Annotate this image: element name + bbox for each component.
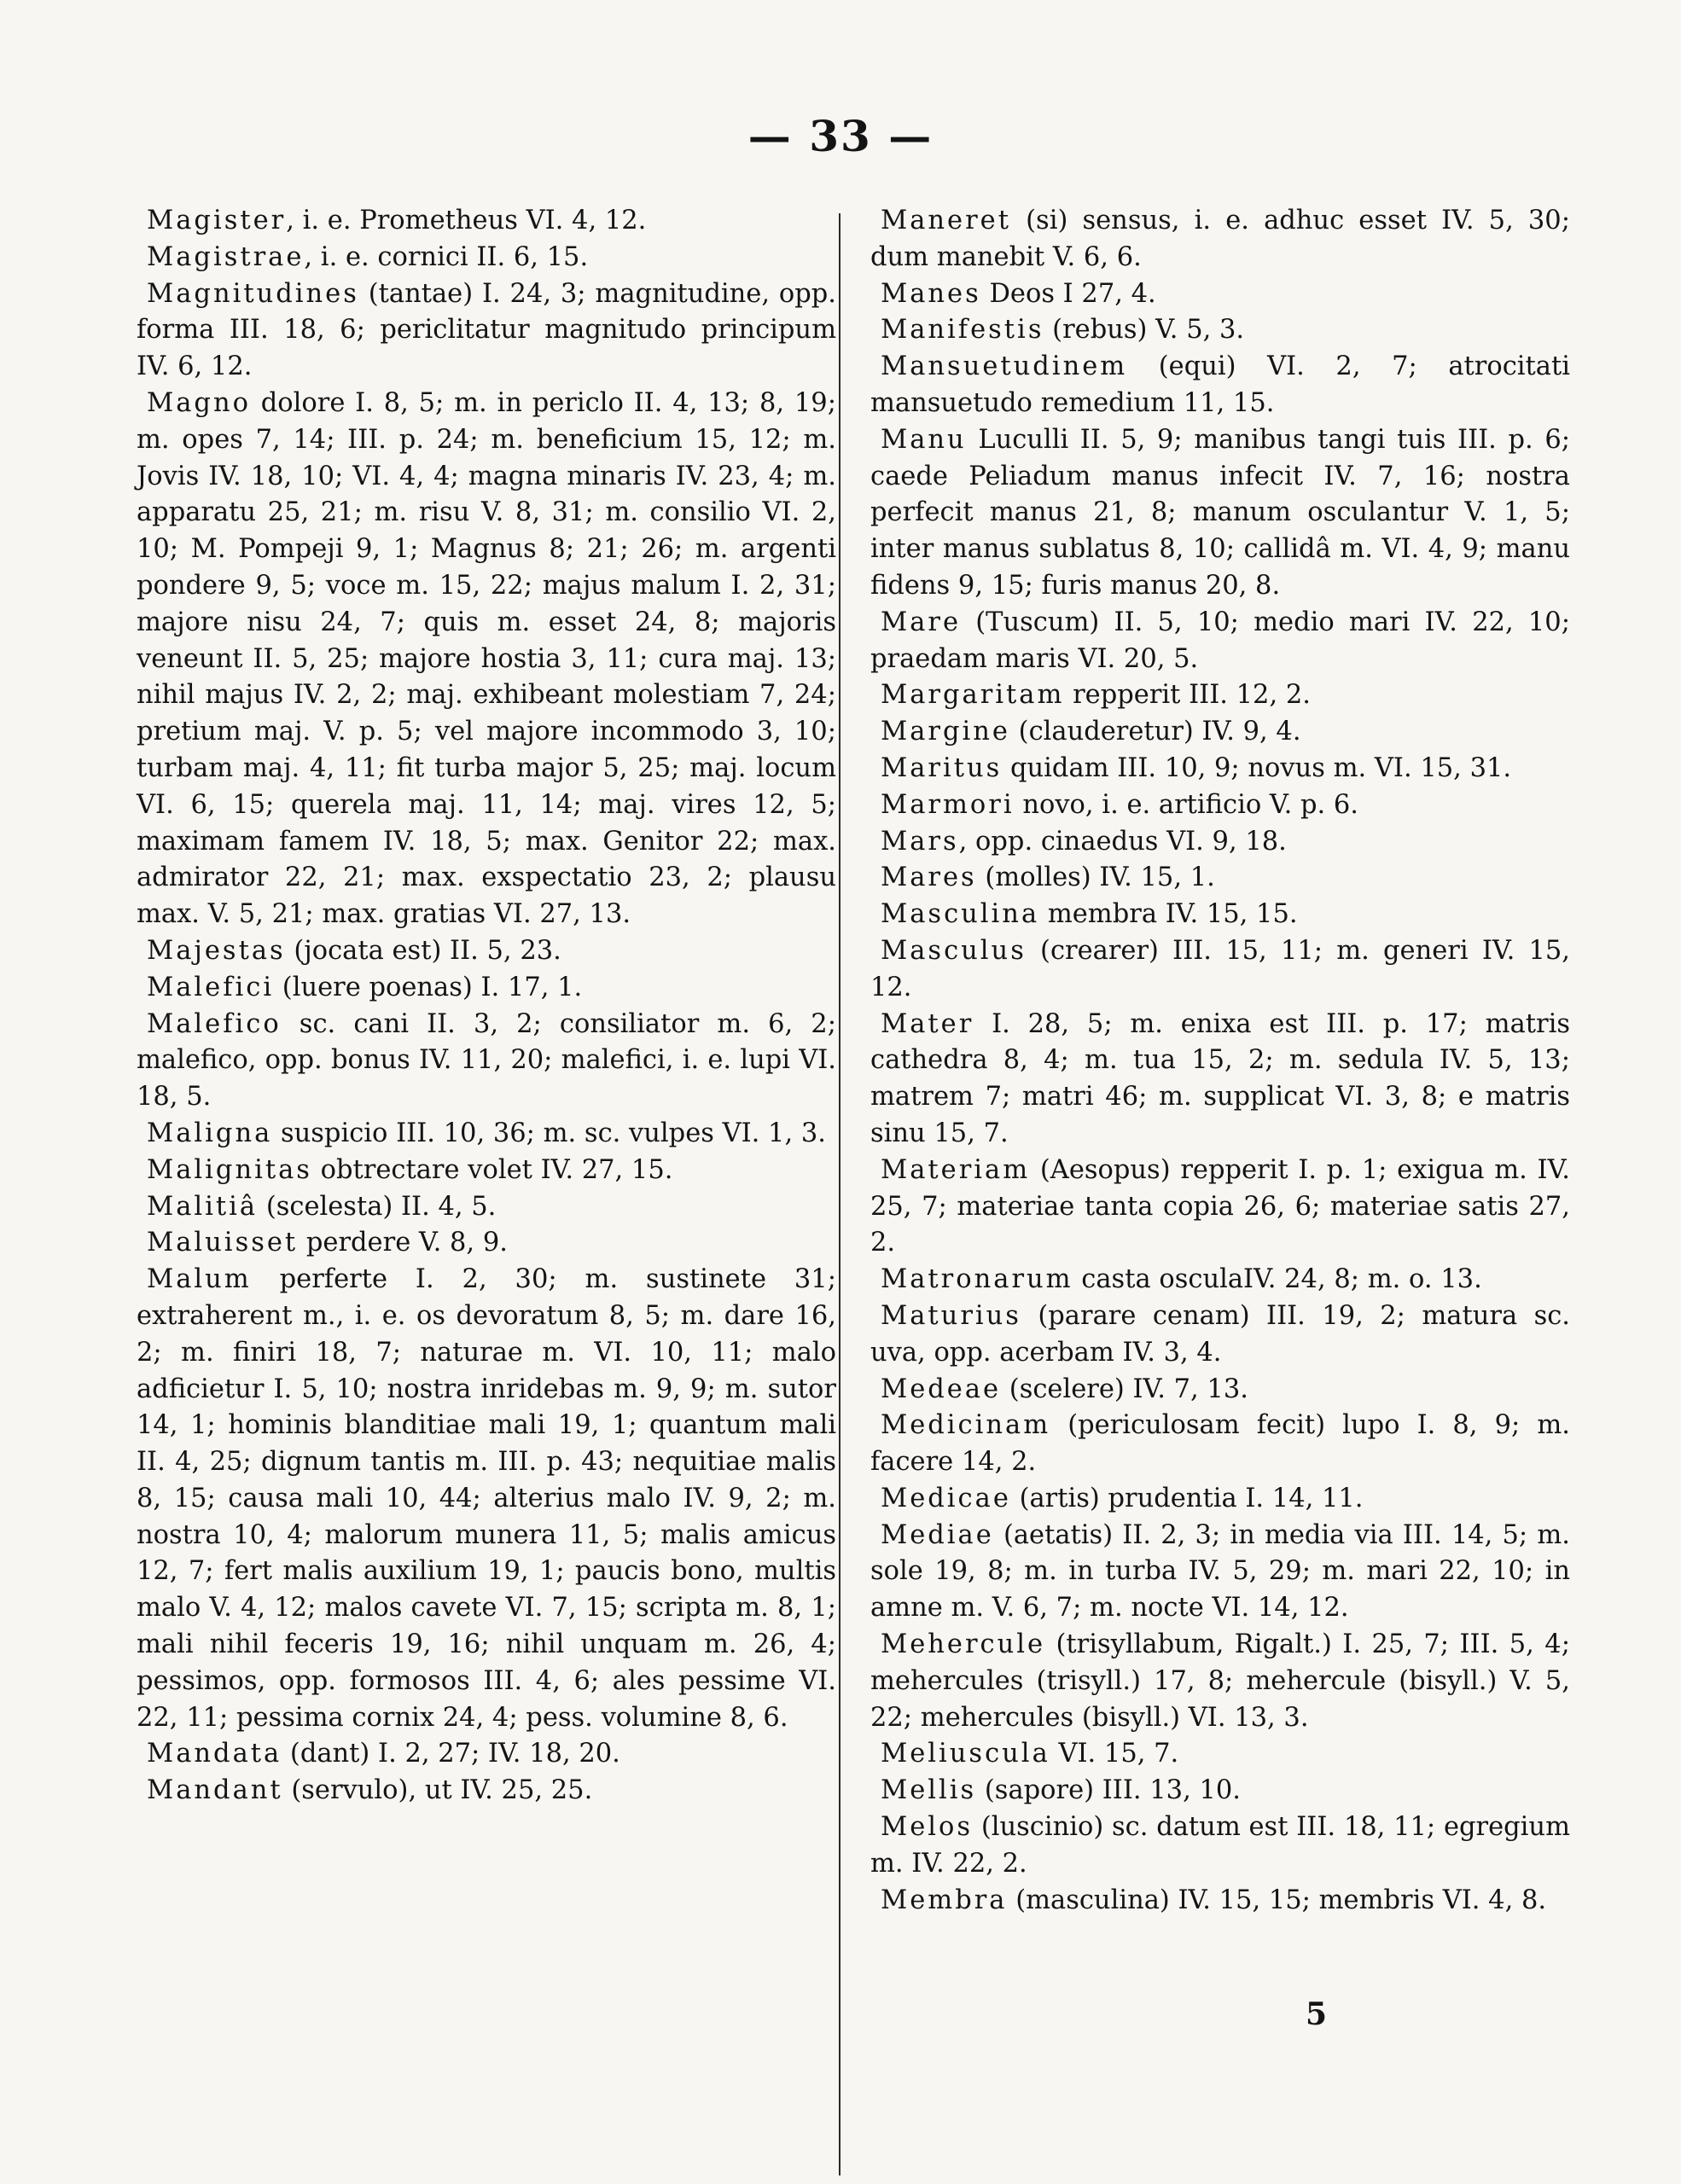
entry-references: , i. e. Prometheus VI. 4, 12. (286, 206, 647, 235)
index-entry (870, 1408, 1570, 1481)
index-entry (870, 933, 1570, 1007)
entry-references: (dant) I. 2, 27; IV. 18, 20. (282, 1739, 620, 1769)
entry-references: dolore I. 8, 5; m. in periclo II. 4, 13; 8, 19; m. opes 7, 14; III. p. 24; m. beneficium 15, 12; m. Jovis IV. 18, 10; VI. 4, 4; magna minaris IV. 23, 4; m. apparatu 25, 21; m. risu V. 8, 31; m. consilio VI. 2, 10; M. Pompeji 9, 1; Magnus 8; 21; 26; m. argenti pondere 9, 5; voce m. 15, 22; majus malum I. 2, 31; majore nisu 24, 7; quis m. esset 24, 8; majoris veneunt II. 5, 25; majore hostia 3, 11; cura maj. 13; nihil majus IV. 2, 2; maj. exhibeant molestiam 7, 24; pretium maj. V. p. 5; vel majore incommodo 3, 10; turbam maj. 4, 11; fit turba major 5, 25; maj. locum VI. 6, 15; querela maj. 11, 14; maj. vires 12, 5; maximam famem IV. 18, 5; max. Genitor 22; max. admirator 22, 21; max. exspectatio 23, 2; plausu max. V. 5, 21; max. gratias VI. 27, 13. (137, 387, 836, 930)
entry-headword: Marmori (881, 789, 1015, 820)
index-entry (870, 1262, 1570, 1298)
entry-headword: Malignitas (147, 1154, 312, 1185)
entry-references: sc. cani II. 3, 2; consiliator m. 6, 2; malefico, opp. bonus IV. 11, 20; malefici, i. e. lupi VI. 18, 5. (137, 1008, 836, 1112)
entry-references: suspicio III. 10, 36; m. sc. vulpes VI. 1, 3. (272, 1118, 826, 1148)
entry-headword: Membra (881, 1885, 1008, 1915)
index-entry (137, 240, 836, 276)
index-entry (870, 1773, 1570, 1809)
index-entry (870, 897, 1570, 933)
index-entry (137, 1007, 836, 1116)
index-entry (137, 1736, 836, 1773)
index-entry (870, 1883, 1570, 1920)
index-entry (137, 1262, 836, 1736)
entry-references: (Tuscum) II. 5, 10; medio mari IV. 22, 10; praedam maris VI. 20, 5. (870, 607, 1570, 674)
entry-headword: Medicae (881, 1483, 1011, 1513)
entry-headword: Manifestis (881, 315, 1044, 346)
entry-references: (trisyllabum, Rigalt.) I. 25, 7; III. 5, 4; mehercules (trisyll.) 17, 8; mehercule (bisyll.) V. 5, 22; mehercules (bisyll.) VI. 13, 3. (870, 1629, 1570, 1733)
index-entry (137, 386, 836, 933)
entry-references: VI. 15, 7. (1050, 1739, 1179, 1769)
entry-references: perferte I. 2, 30; m. sustinete 31; extraherent m., i. e. os devoratum 8, 5; m. dare 16, 2; m. finiri 18, 7; naturae m. VI. 10, 11; malo adficietur I. 5, 10; nostra inridebas m. 9, 9; m. sutor 14, 1; hominis blanditiae mali 19, 1; quantum mali II. 4, 25; dignum tantis m. III. p. 43; nequitiae malis 8, 15; causa mali 10, 44; alterius malo IV. 9, 2; m. nostra 10, 4; malorum munera 11, 5; malis amicus 12, 7; fert malis auxilium 19, 1; paucis bono, multis malo V. 4, 12; malos cavete VI. 7, 15; scripta m. 8, 1; mali nihil feceris 19, 16; nihil unquam m. 26, 4; pessimos, opp. formosos III. 4, 6; ales pessime VI. 22, 11; pessima cornix 24, 4; pess. volumine 8, 6. (137, 1264, 836, 1733)
entry-headword: Materiam (881, 1154, 1031, 1185)
entry-headword: Magister (147, 206, 287, 235)
entry-headword: Mares (881, 863, 977, 893)
entry-references: obtrectare volet IV. 27, 15. (311, 1154, 673, 1185)
entry-references: (crearer) III. 15, 11; m. generi IV. 15, 12. (870, 935, 1570, 1002)
entry-references: novo, i. e. artificio V. p. 6. (1014, 789, 1359, 820)
entry-references: perdere V. 8, 9. (298, 1228, 508, 1258)
entry-headword: Medeae (881, 1374, 1002, 1404)
entry-references: (si) sensus, i. e. adhuc esset IV. 5, 30; dum manebit V. 6, 6. (870, 206, 1570, 272)
entry-headword: Maturius (881, 1300, 1021, 1331)
entry-headword: Mandant (147, 1775, 283, 1806)
page-number-header: — 33 — (747, 111, 934, 161)
entry-headword: Matronarum (881, 1264, 1073, 1295)
index-entry (870, 312, 1570, 349)
index-entry (137, 1225, 836, 1262)
entry-references: (luere poenas) I. 17, 1. (274, 972, 583, 1002)
index-entry (870, 422, 1570, 605)
entry-references: (tantae) I. 24, 3; magnitudine, opp. forma III. 18, 6; periclitatur magnitudo principum IV. 6, 12. (137, 278, 836, 382)
entry-references: (servulo), ut IV. 25, 25. (282, 1775, 593, 1806)
entry-headword: Majestas (147, 935, 286, 966)
right-column (870, 203, 1570, 1919)
entry-headword: Masculus (881, 935, 1027, 966)
entry-references: (parare cenam) III. 19, 2; matura sc. uva, opp. acerbam IV. 3, 4. (870, 1300, 1570, 1368)
entry-references: Luculli II. 5, 9; manibus tangi tuis III. p. 6; caede Peliadum manus infecit IV. 7, 16; nostra perfecit manus 21, 8; manum osculantur V. 1, 5; inter manus sublatus 8, 10; callidâ m. VI. 4, 9; manu fidens 9, 15; furis manus 20, 8. (870, 424, 1570, 601)
entry-headword: Meliuscula (881, 1739, 1050, 1769)
entry-references: (Aesopus) repperit I. p. 1; exigua m. IV. 25, 7; materiae tanta copia 26, 6; materiae satis 27, 2. (870, 1154, 1570, 1258)
entry-references: (periculosam fecit) lupo I. 8, 9; m. facere 14, 2. (870, 1410, 1570, 1478)
entry-references: quidam III. 10, 9; novus m. VI. 15, 31. (1002, 752, 1512, 783)
index-entry (137, 970, 836, 1007)
index-entry (870, 677, 1570, 714)
index-entry (137, 276, 836, 386)
entry-references: (molles) IV. 15, 1. (976, 863, 1215, 893)
index-entry (870, 349, 1570, 422)
entry-headword: Mellis (881, 1775, 977, 1806)
entry-headword: Maneret (881, 206, 1011, 235)
entry-references: casta osculaIV. 24, 8; m. o. 13. (1073, 1264, 1482, 1295)
entry-headword: Malitiâ (147, 1191, 259, 1222)
index-entry (870, 824, 1570, 861)
entry-references: membra IV. 15, 15. (1039, 899, 1298, 930)
entry-references: (masculina) IV. 15, 15; membris VI. 4, 8. (1007, 1885, 1547, 1915)
entry-headword: Masculina (881, 899, 1040, 930)
left-column (137, 203, 836, 1809)
entry-headword: Magistrae (147, 241, 305, 272)
entry-headword: Mansuetudinem (881, 351, 1128, 382)
index-entry (137, 1773, 836, 1809)
entry-headword: Mars (881, 826, 959, 857)
entry-references: (scelere) IV. 7, 13. (1001, 1374, 1248, 1404)
entry-headword: Malefici (147, 972, 275, 1002)
entry-headword: Manes (881, 278, 981, 309)
index-entry (137, 1116, 836, 1153)
signature-mark: 5 (1306, 1996, 1328, 2032)
entry-references: , opp. cinaedus VI. 9, 18. (958, 826, 1287, 857)
entry-headword: Malefico (147, 1008, 282, 1039)
entry-headword: Maluisset (147, 1228, 299, 1258)
index-entry (137, 203, 836, 240)
index-entry (870, 787, 1570, 824)
index-entry (870, 1627, 1570, 1736)
index-entry (137, 1189, 836, 1226)
entry-headword: Mediae (881, 1519, 994, 1550)
index-entry (870, 714, 1570, 751)
entry-headword: Melos (881, 1812, 974, 1843)
entry-headword: Margaritam (881, 680, 1065, 711)
index-entry (870, 751, 1570, 787)
index-entry (870, 1153, 1570, 1262)
index-entry (870, 203, 1570, 276)
entry-references: Deos I 27, 4. (980, 278, 1156, 309)
entry-headword: Maritus (881, 752, 1003, 783)
column-divider (839, 213, 840, 2175)
entry-references: , i. e. cornici II. 6, 15. (304, 241, 589, 272)
entry-references: repperit III. 12, 2. (1064, 680, 1311, 711)
index-entry (870, 860, 1570, 897)
entry-references: (equi) VI. 2, 7; atrocitati mansuetudo remedium 11, 15. (870, 351, 1570, 418)
index-entry (870, 276, 1570, 313)
entry-references: (scelesta) II. 4, 5. (258, 1191, 497, 1222)
entry-references: (artis) prudentia I. 14, 11. (1010, 1483, 1364, 1513)
entry-references: (rebus) V. 5, 3. (1044, 315, 1245, 346)
entry-headword: Mare (881, 607, 962, 637)
index-entry (870, 1809, 1570, 1883)
entry-headword: Mehercule (881, 1629, 1046, 1660)
entry-references: I. 28, 5; m. enixa est III. p. 17; matris cathedra 8, 4; m. tua 15, 2; m. sedula IV. 5, 13; matrem 7; matri 46; m. supplicat VI. 3, 8; e matris sinu 15, 7. (870, 1008, 1570, 1148)
entry-headword: Manu (881, 424, 967, 455)
entry-references: (aetatis) II. 2, 3; in media via III. 14, 5; m. sole 19, 8; m. in turba IV. 5, 29; m. mari 22, 10; in amne m. V. 6, 7; m. nocte VI. 14, 12. (870, 1519, 1570, 1623)
entry-headword: Magno (147, 387, 251, 418)
index-entry (870, 1518, 1570, 1627)
index-entry (870, 1736, 1570, 1773)
index-entry (870, 1372, 1570, 1409)
index-entry (137, 1153, 836, 1189)
entry-references: (sapore) III. 13, 10. (976, 1775, 1241, 1806)
index-entry (870, 605, 1570, 678)
index-entry (870, 1481, 1570, 1518)
entry-references: (jocata est) II. 5, 23. (285, 935, 561, 966)
entry-headword: Medicinam (881, 1410, 1051, 1441)
entry-references: (clauderetur) IV. 9, 4. (1009, 717, 1301, 747)
entry-headword: Malum (147, 1264, 252, 1295)
index-entry (870, 1298, 1570, 1372)
index-entry (870, 1007, 1570, 1153)
entry-headword: Maligna (147, 1118, 273, 1148)
entry-references: (luscinio) sc. datum est III. 18, 11; egregium m. IV. 22, 2. (870, 1812, 1570, 1879)
entry-headword: Margine (881, 717, 1010, 747)
entry-headword: Magnitudines (147, 278, 359, 309)
entry-headword: Mater (881, 1008, 974, 1039)
entry-headword: Mandata (147, 1739, 282, 1769)
index-entry (137, 933, 836, 970)
